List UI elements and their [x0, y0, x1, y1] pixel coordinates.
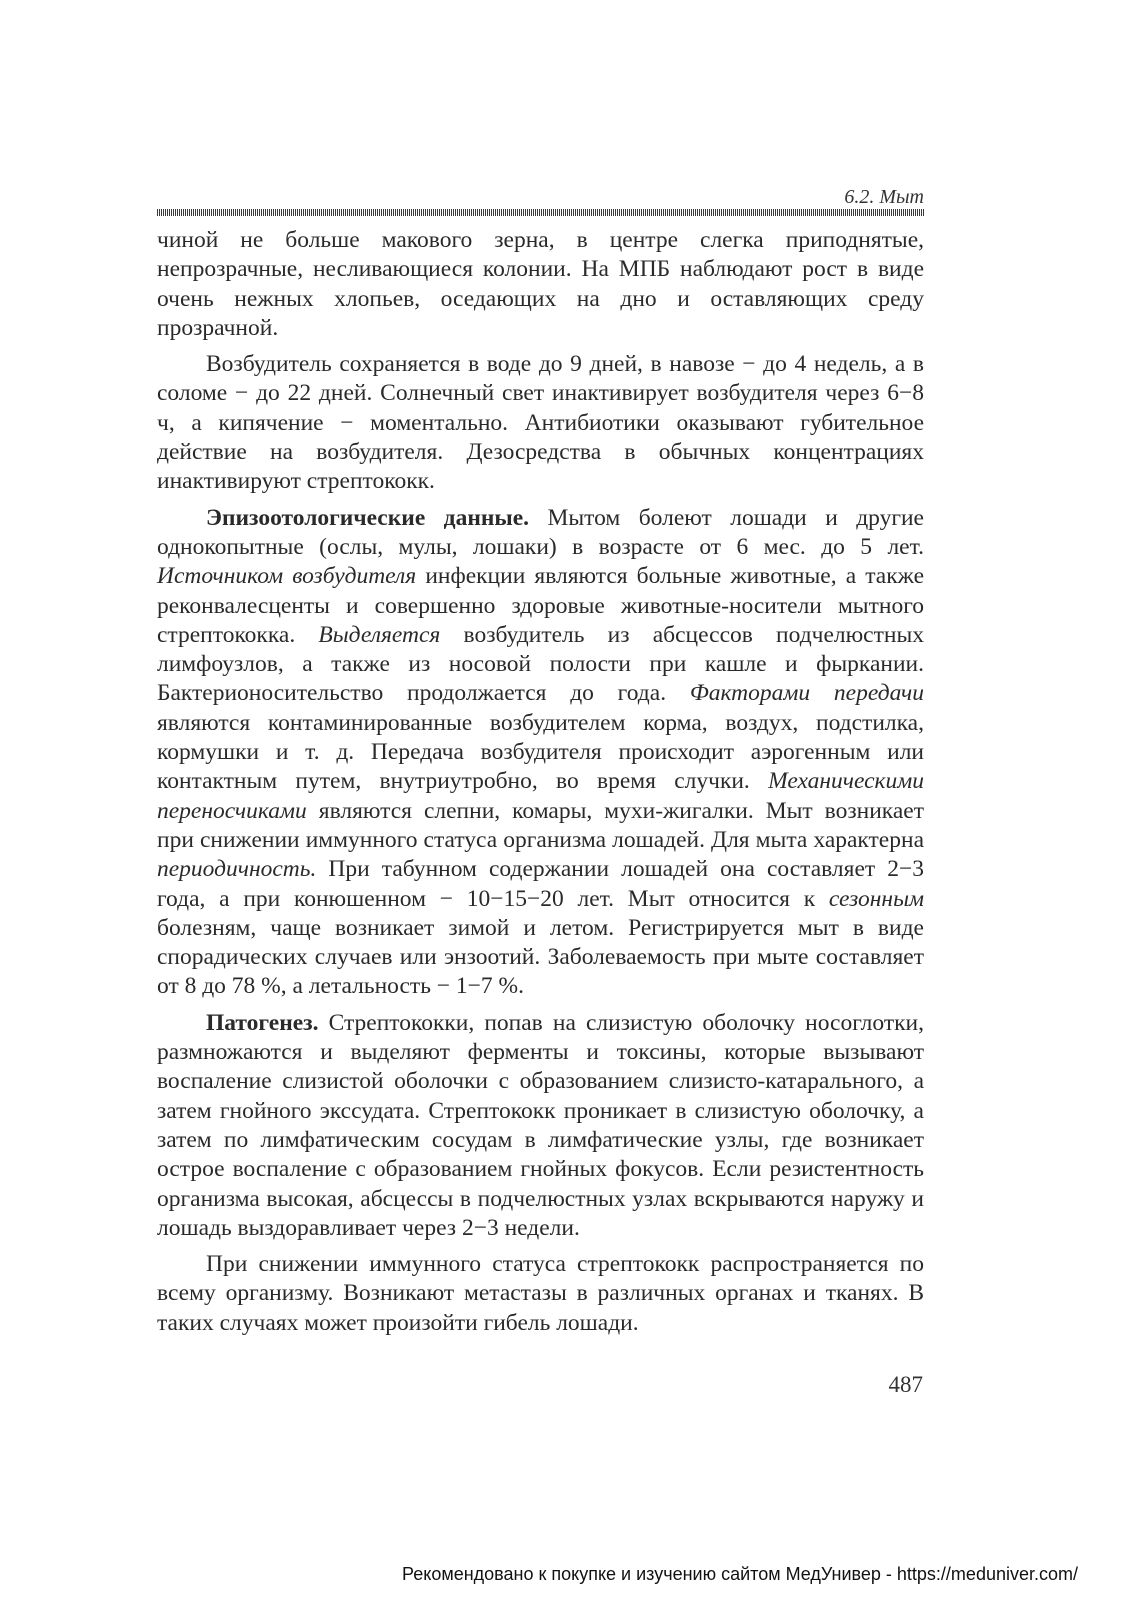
paragraph-pathogenesis — [157, 1009, 924, 1243]
text-run: являются слепни, комары, мухи-жигалки. Мыт возникает при снижении иммунного статуса организма лошадей. Для мыта характерна — [157, 797, 924, 853]
footer-recommendation: Рекомендовано к покупке и изучению сайтом МедУнивер - https://meduniver.com/ — [402, 1564, 1078, 1584]
text-run: болезням, чаще возникает зимой и летом. Регистрируется мыт в виде спорадических случаев или энзоотий. Заболеваемость при мыте составляет от 8 до 78 %, а летальность − 1−7 %. — [157, 914, 924, 1000]
paragraph-resistance: Возбудитель сохраняется в воде до 9 дней, в навозе − до 4 недель, а в соломе − до 22 дней. Солнечный свет инактивирует возбудителя через 6−8 ч, а кипячение − моментально. Антибиотики оказывают губительное действие на возбудителя. Дезосредства в обычных концентрациях инактивируют стрептококк. — [157, 351, 924, 495]
emphasis-term: Факторами передачи — [689, 680, 924, 707]
text-run: являются контаминированные возбудителем корма, воздух, подстилка, кормушки и т. д. Передача возбудителя происходит аэрогенным или контактным путем, внутриутробно, во время случки. — [157, 709, 924, 795]
emphasis-term: Источником возбудителя — [157, 563, 417, 590]
text-run: инфекции являются больные животные, а также реконвалесценты и совершенно здоровые животные-носители мытного стрептококка. — [157, 563, 924, 648]
text-run: Стрептококки, попав на слизистую оболочку носоглотки, размножаются и выделяют ферменты и токсины, которые вызывают воспаление слизистой оболочки с образованием слизисто-катарального, а затем гнойного экссудата. Стрептококк проникает в слизистую оболочку, а затем по лимфатическим сосудам в лимфатические узлы, где возникает острое воспаление с образованием гнойных фокусов. Если резистентность организма высокая, абсцессы в подчелюстных узлах вскрываются наружу и лошадь выздоравливает через 2−3 недели. — [157, 1009, 924, 1241]
text-run: При табунном содержании лошадей она составляет 2−3 года, а при конюшенном − 10−15−20 лет. Мыт относится к — [157, 856, 924, 912]
paragraph-colonies: чиной не больше макового зерна, в центре слегка приподнятые, непрозрачные, несливающиеся колонии. На МПБ наблюдают рост в виде очень нежных хлопьев, оседающих на дно и оставляющих среду прозрачной. — [157, 227, 924, 341]
section-heading-pathogenesis: Патогенез. — [206, 1009, 319, 1036]
header-rule — [157, 209, 924, 216]
emphasis-term: сезонным — [828, 885, 924, 912]
text-run: возбудитель из абсцессов подчелюстных лимфоузлов, а также из носовой полости при кашле и фыркании. Бактерионосительство продолжается до года. — [157, 621, 924, 707]
text-run: Мытом болеют лошади и другие однокопытные (ослы, мулы, лошаки) в возрасте от 6 мес. до 5 лет. — [157, 504, 924, 560]
page-number: 487 — [888, 1372, 923, 1397]
emphasis-term: Выделяется — [318, 621, 441, 648]
section-heading-epizootology: Эпизоотологические данные. — [206, 504, 530, 531]
emphasis-term: периодичность. — [157, 856, 317, 883]
emphasis-term: Механическими переносчиками — [157, 768, 924, 824]
paragraph-epizootology — [157, 504, 924, 1002]
paragraph-immune-status: При снижении иммунного статуса стрептококк распространяется по всему организму. Возникают метастазы в различных органах и тканях. В таких случаях может произойти гибель лошади. — [157, 1251, 924, 1336]
running-head: 6.2. Мыт — [844, 186, 924, 208]
page-text — [157, 226, 924, 1345]
